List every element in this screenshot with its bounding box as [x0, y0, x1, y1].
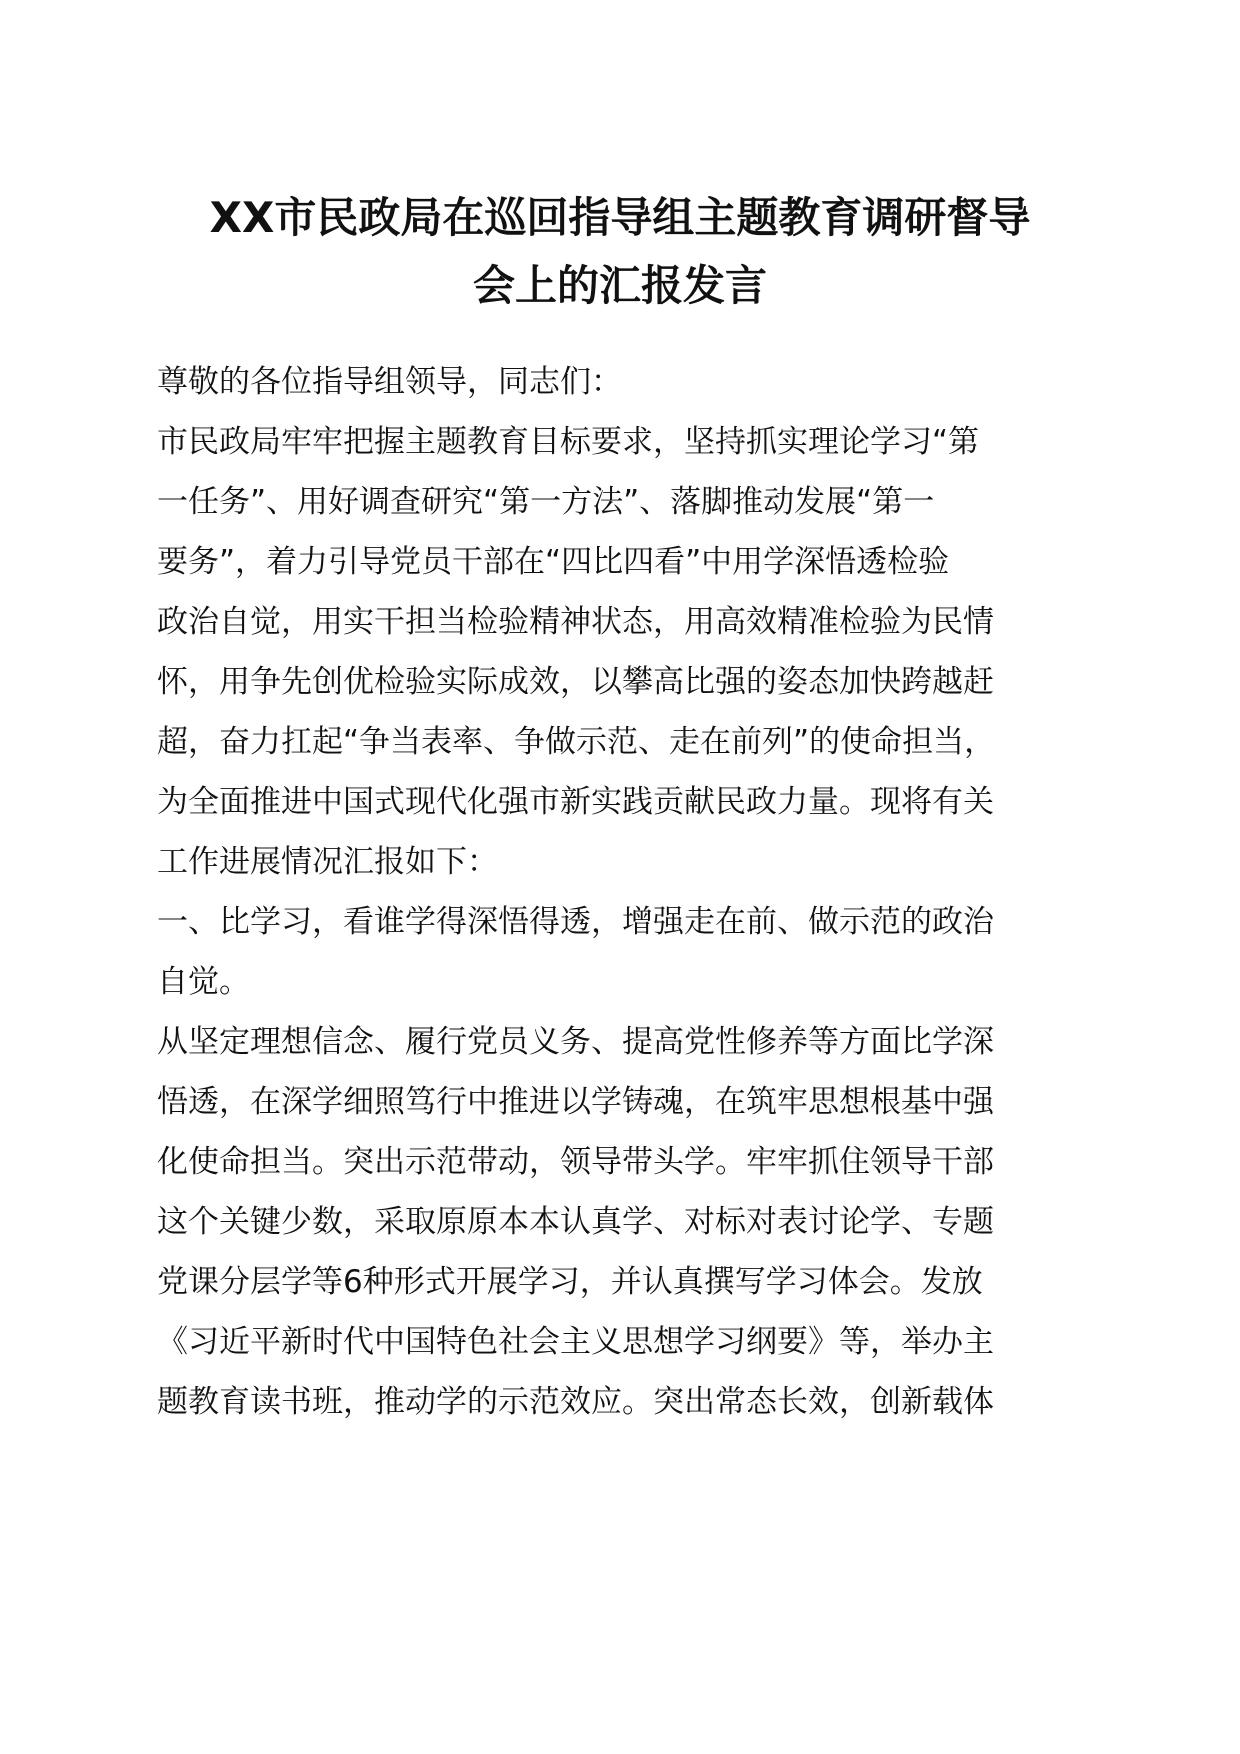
paragraph-line: 一任务”、用好调查研究“第一方法”、落脚推动发展“第一 — [157, 484, 935, 520]
paragraph-line: 要务”，着力引导党员干部在“四比四看”中用学深悟透检验 — [157, 544, 950, 580]
document-title-line-2: 会上的汇报发言 — [472, 261, 767, 310]
paragraph-line: 政治自觉，用实干担当检验精神状态，用高效精准检验为民情 — [157, 604, 994, 640]
paragraph-line: 党课分层学等6种形式开展学习，并认真撰写学习体会。发放 — [157, 1264, 983, 1300]
paragraph-line: 工作进展情况汇报如下： — [157, 844, 498, 880]
section-heading-line: 一、比学习，看谁学得深悟得透，增强走在前、做示范的政治 — [157, 904, 994, 940]
paragraph-line: 为全面推进中国式现代化强市新实践贡献民政力量。现将有关 — [157, 784, 994, 820]
paragraph-line: 怀，用争先创优检验实际成效，以攀高比强的姿态加快跨越赶 — [157, 664, 994, 700]
paragraph-line: 悟透，在深学细照笃行中推进以学铸魂，在筑牢思想根基中强 — [157, 1084, 994, 1120]
paragraph-line: 《习近平新时代中国特色社会主义思想学习纲要》等，举办主 — [157, 1324, 994, 1360]
paragraph-line: 从坚定理想信念、履行党员义务、提高党性修养等方面比学深 — [157, 1024, 994, 1060]
paragraph-line: 超，奋力扛起“争当表率、争做示范、走在前列”的使命担当， — [157, 724, 996, 760]
paragraph-line: 题教育读书班，推动学的示范效应。突出常态长效，创新载体 — [157, 1384, 994, 1420]
paragraph-line: 市民政局牢牢把握主题教育目标要求，坚持抓实理论学习“第 — [157, 424, 980, 460]
salutation: 尊敬的各位指导组领导，同志们： — [157, 364, 622, 400]
paragraph-line: 化使命担当。突出示范带动，领导带头学。牢牢抓住领导干部 — [157, 1144, 994, 1180]
paragraph-line: 这个关键少数，采取原原本本认真学、对标对表讨论学、专题 — [157, 1204, 994, 1240]
section-heading-line: 自觉。 — [157, 964, 250, 1000]
document-title-line-1: XX市民政局在巡回指导组主题教育调研督导 — [209, 193, 1031, 242]
